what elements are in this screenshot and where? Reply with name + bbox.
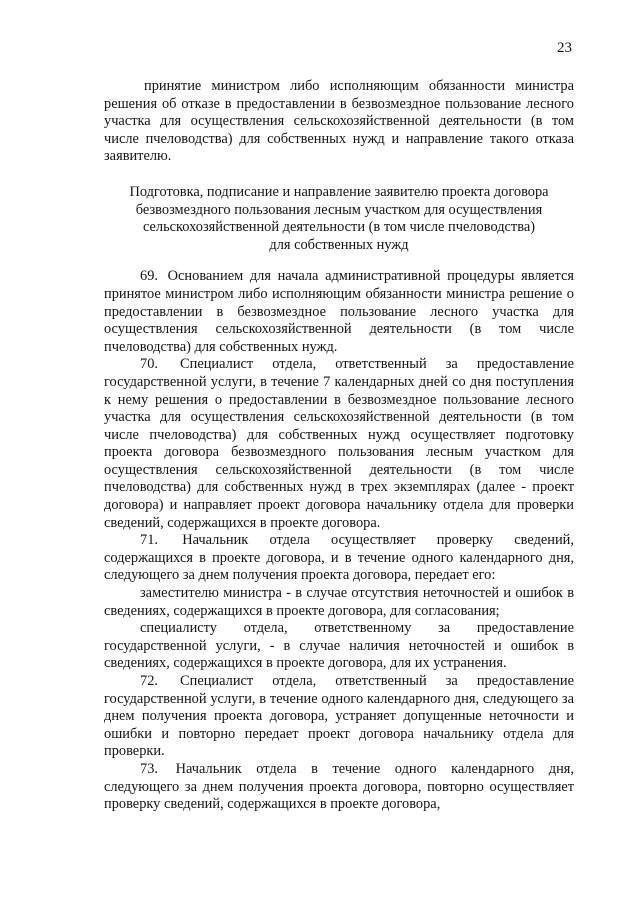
- section-heading-line: безвозмездного пользования лесным участком для осуществления: [135, 201, 543, 218]
- clause-text: Специалист отдела, ответственный за предоставление государственной услуги, в течение 7 календарных дней со дня поступления к нему решения о предоставлении в безвозмездное пользование лесного участка для осуществления сельскохозяйственной деятельности (в том числе пчеловодства) для собственных нужд осуществляет подготовку проекта договора безвозмездного пользования лесным участком для осуществления сельскохозяйственной деятельности (в том числе пчеловодства) для собственных нужд в трех экземплярах (далее - проект договора) и направляет проект договора начальнику отдела для проверки сведений, содержащихся в проекте договора.: [104, 356, 574, 531]
- clause-number: 70.: [140, 356, 158, 373]
- page-number: 23: [557, 40, 572, 56]
- clause-text: Специалист отдела, ответственный за предоставление государственной услуги, в течение одного календарного дня, следующего за днем получения проекта договора, устраняет допущенные неточности и ошибки и повторно передает проект договора начальнику отдела для проверки.: [104, 673, 574, 760]
- clause-71: [104, 532, 574, 585]
- clause-73: [104, 761, 574, 814]
- section-heading-line: Подготовка, подписание и направление заявителю проекта договора: [129, 183, 549, 200]
- section-heading-line: для собственных нужд: [269, 236, 409, 253]
- clause-number: 72.: [140, 673, 158, 689]
- clause-69: [104, 268, 574, 356]
- clause-number: 69.: [140, 268, 158, 285]
- sub-item-deputy-minister: заместителю министра - в случае отсутствия неточностей и ошибок в сведениях, содержащихся в проекте договора, для согласования;: [104, 585, 574, 619]
- clause-72: [104, 673, 574, 761]
- clause-text: Начальник отдела в течение одного календарного дня, следующего за днем получения проекта договора, повторно осуществляет проверку сведений, содержащихся в проекте договора,: [104, 760, 574, 813]
- spacer: [104, 166, 574, 184]
- sub-item-specialist: специалисту отдела, ответственному за предоставление государственной услуги, - в случае наличия неточностей и ошибок в сведениях, содержащихся в проекте договора, для их устранения.: [104, 620, 574, 672]
- clause-number: 71.: [140, 532, 158, 549]
- section-heading: [104, 184, 574, 254]
- document-body: [104, 78, 574, 814]
- clause-70: [104, 356, 574, 532]
- clause-text: Начальник отдела осуществляет проверку сведений, содержащихся в проекте договора, и в течение одного календарного дня, следующего за днем получения проекта договора, передает его:: [104, 532, 574, 584]
- section-heading-line: сельскохозяйственной деятельности (в том числе пчеловодства): [142, 219, 536, 236]
- spacer: [104, 254, 574, 268]
- clause-text: Основанием для начала административной процедуры является принятое министром либо исполняющим обязанности министра решение о предоставлении в безвозмездное пользование лесного участка для осуществления сельскохозяйственной деятельности (в том числе пчеловодства) для собственных нужд.: [104, 268, 574, 355]
- clause-number: 73.: [140, 760, 158, 777]
- intro-paragraph: принятие министром либо исполняющим обязанности министра решения об отказе в предоставлении в безвозмездное пользование лесного участка для осуществления сельскохозяйственной деятельности (в том числе пчеловодства) для собственных нужд и направление такого отказа заявителю.: [104, 78, 574, 165]
